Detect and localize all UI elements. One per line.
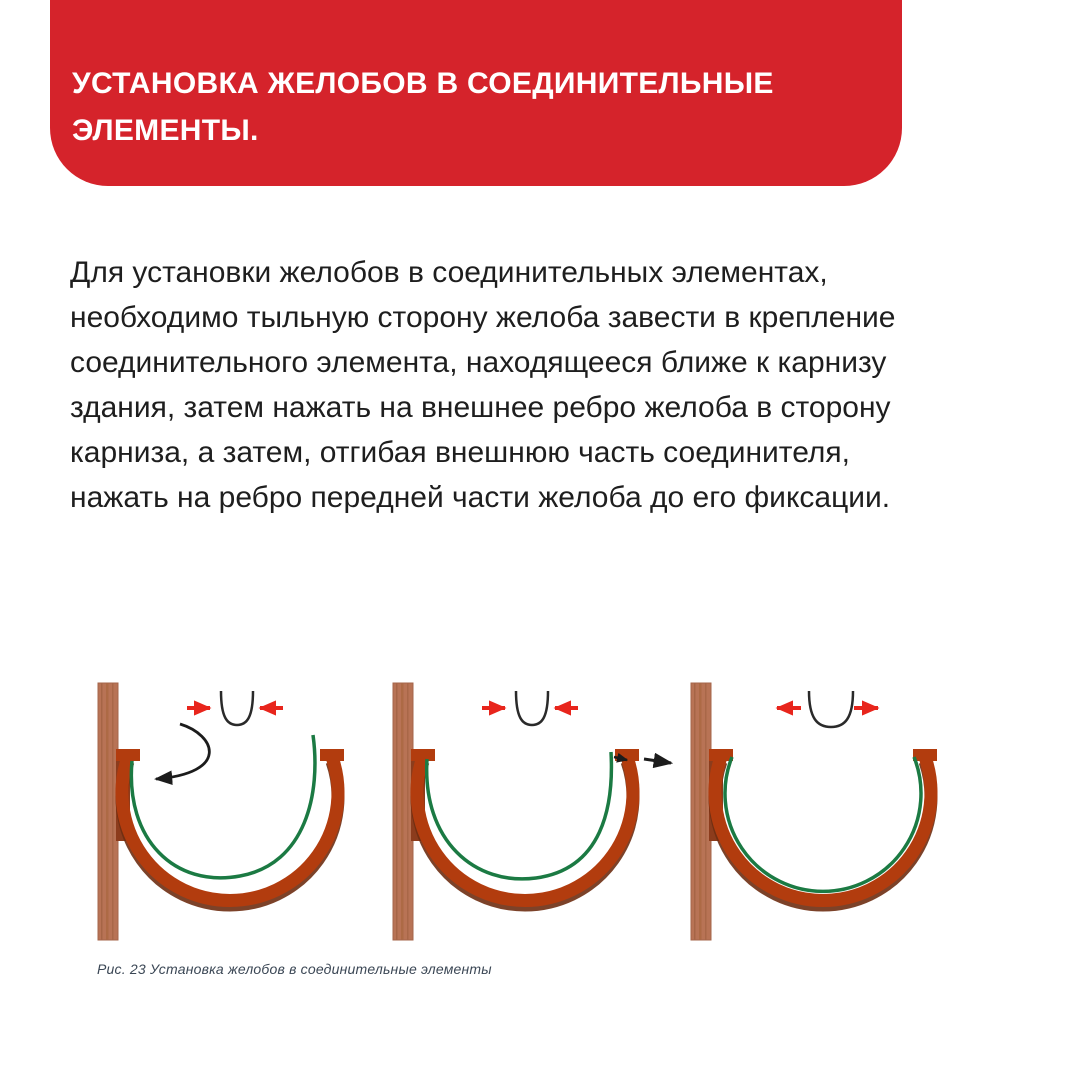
squeeze-profile-icon [187,691,283,725]
wood-grain-streak [694,683,696,940]
small-gutter-glyph [809,691,853,727]
fascia-board [691,683,711,940]
figure-step-3 [691,683,937,940]
bend-outward-arrow-icon [644,759,671,763]
connector-shadow [122,762,338,905]
page-title: УСТАНОВКА ЖЕЛОБОВ В СОЕДИНИТЕЛЬНЫЕ ЭЛЕМЕНТЫ. [72,67,774,147]
figure-step-1 [98,683,344,940]
wood-grain-streak [396,683,398,940]
gutter-profile-edge [131,735,315,878]
connector-lip-left [116,749,140,761]
wood-grain-streak [106,683,109,940]
connector-lip-left [411,749,435,761]
connector-shadow [715,762,931,905]
wood-grain-streak [407,683,409,940]
figure-caption: Рис. 23 Установка желобов в соединительные элементы [97,961,492,977]
fascia-board [98,683,118,940]
release-profile-icon [777,691,878,727]
wood-grain-streak [699,683,702,940]
squeeze-profile-icon [482,691,578,725]
wood-grain-streak [101,683,103,940]
connector-lip-right [320,749,344,761]
figure-step-2 [393,683,671,940]
installation-diagram [60,640,1040,980]
fascia-board [393,683,413,940]
gutter-profile-edge [427,752,612,879]
small-gutter-glyph [221,691,253,725]
insert-direction-arrow-icon [156,724,209,779]
small-gutter-glyph [516,691,548,725]
wood-grain-streak [401,683,404,940]
installation-figure [60,640,1040,980]
instruction-paragraph: Для установки желобов в соединительных элементах, необходимо тыльную сторону желоба завести в крепление соединительного элемента, находящееся ближе к карнизу здания, затем нажать на внешнее ребро желоба в сторону карниза, а затем, отгибая внешнюю часть соединителя, нажать на ребро передней части желоба до его фиксации. [70,256,896,514]
header-banner [50,0,902,186]
wood-grain-streak [705,683,707,940]
wood-grain-streak [112,683,114,940]
